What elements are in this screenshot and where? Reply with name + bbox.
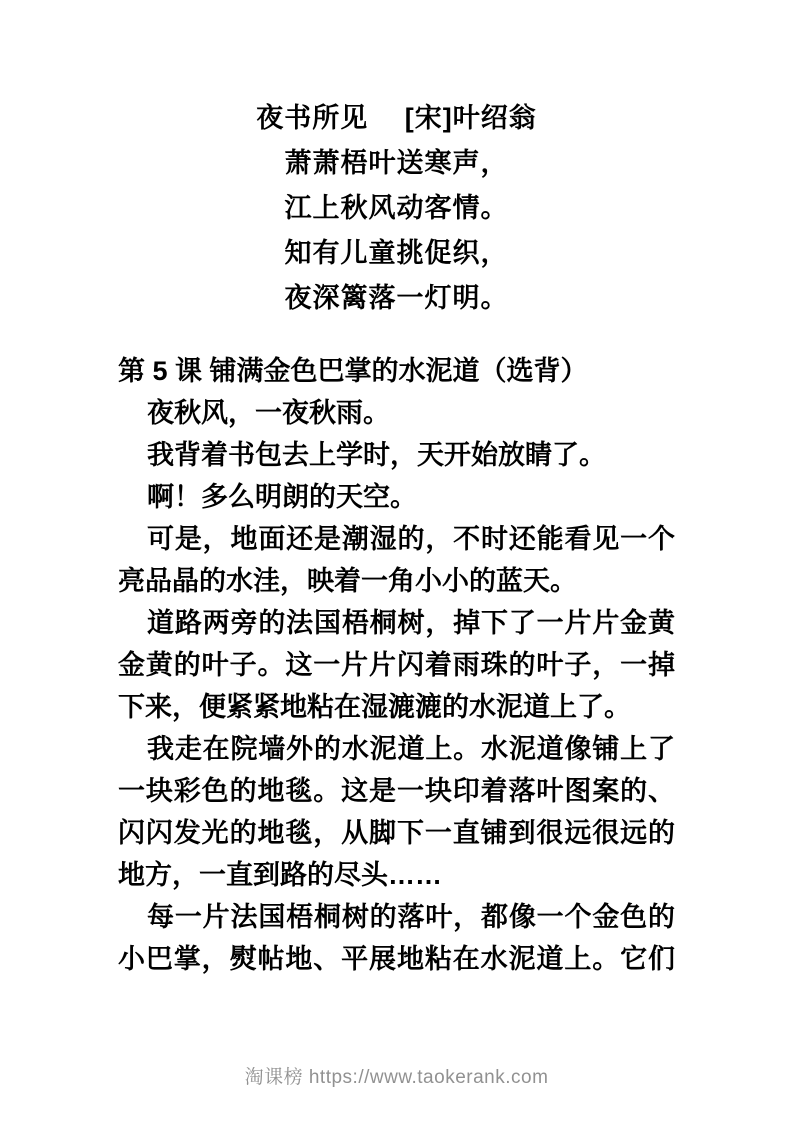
lesson-text-line: 亮品晶的水洼，映着一角小小的蓝天。: [118, 566, 577, 596]
lesson-text-line: 道路两旁的法国梧桐树，掉下了一片片金黄: [147, 608, 675, 638]
watermark-text: 淘课榜 https://www.taokerank.com: [244, 1067, 549, 1088]
lesson-text-line: 闪闪发光的地毯，从脚下一直铺到很远很远的: [118, 818, 675, 848]
lesson-text-line: 我走在院墙外的水泥道上。水泥道像铺上了: [147, 734, 675, 764]
lesson-text-line: 小巴掌，熨帖地、平展地粘在水泥道上。它们: [118, 944, 675, 974]
poem-line: 江上秋风动客情。: [284, 193, 509, 223]
lesson-text-line: 夜秋风，一夜秋雨。: [147, 398, 390, 428]
lesson-text-line: 地方，一直到路的尽头……: [118, 860, 442, 890]
poem-title: 夜书所见: [256, 103, 369, 133]
lesson-text-line: 一块彩色的地毯。这是一块印着落叶图案的、: [118, 776, 675, 806]
lesson-text-line: 金黄的叶子。这一片片闪着雨珠的叶子，一掉: [118, 650, 675, 680]
poem-line: 夜深篱落一灯明。: [284, 283, 509, 313]
poem-title-line: [0, 96, 793, 141]
lesson-text-line: 啊！多么明朗的天空。: [147, 482, 417, 512]
poem-author: [宋]叶绍翁: [404, 103, 537, 133]
poem-line: 知有儿童挑促织，: [284, 238, 509, 268]
lesson-text-line: 每一片法国梧桐树的落叶，都像一个金色的: [147, 902, 675, 932]
poem-line: 萧萧梧叶送寒声，: [284, 148, 509, 178]
poem-body: [0, 141, 793, 321]
lesson-text-line: 我背着书包去上学时，天开始放睛了。: [147, 440, 606, 470]
poem-section: [0, 0, 793, 321]
lesson-body: [118, 392, 675, 980]
lesson-text-line: 下来，便紧紧地粘在湿漉漉的水泥道上了。: [118, 692, 631, 722]
watermark-footer: [0, 1062, 793, 1089]
lesson-heading: 第 5 课 铺满金色巴掌的水泥道（选背）: [118, 356, 588, 386]
lesson-text-line: 可是，地面还是潮湿的，不时还能看见一个: [147, 524, 675, 554]
lesson-section: [118, 350, 675, 980]
